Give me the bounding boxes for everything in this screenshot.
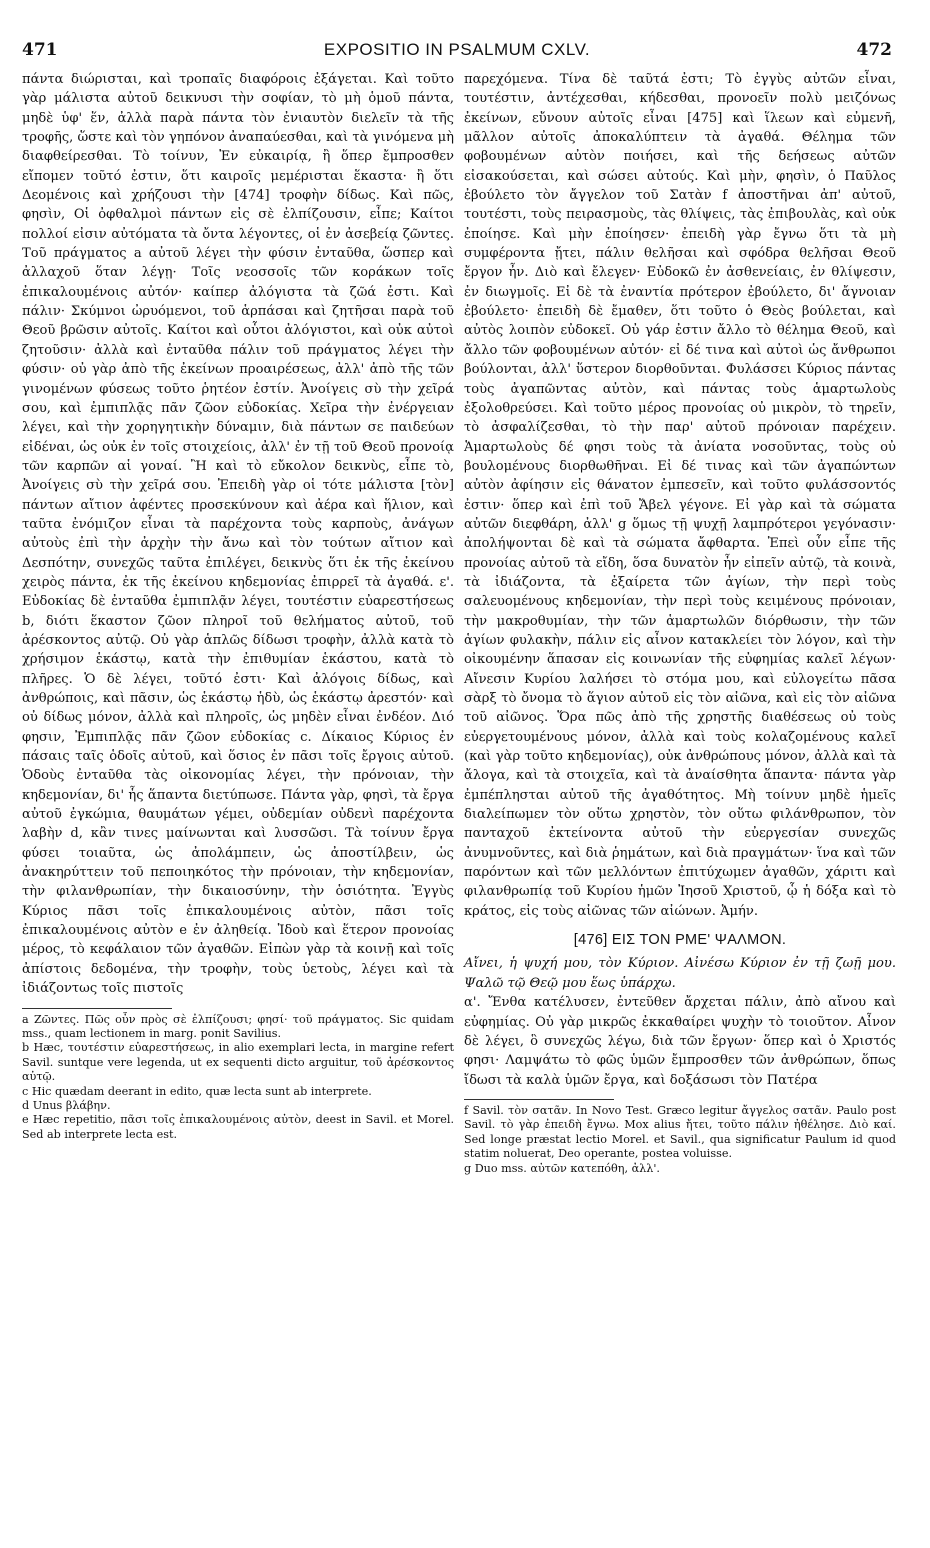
left-column <box>22 70 454 1142</box>
footnote-b: b Hæc, τουτέστιν εὐαρεστήσεως, in alio exemplari lecta, in margine refert Savil. suntque vere legenda, ut ex sequenti dicto arguitur, τοῦ ἀρέσκοντος αὐτῷ. <box>22 1041 454 1084</box>
footnote-f: f Savil. τὸν σατᾶν. In Novo Test. Græco legitur ἄγγελος σατᾶν. Paulo post Savil. τὸ γὰρ ἐπειδὴ ἔγνω. Mox alius ἤτει, τοῦτο πάλιν ἠθέλησε. Διὸ καί. Sed longe præstat lectio Morel. et Savil., qua significatur Paulum id quod statim noluerat, Deo operante, postea voluisse. <box>464 1103 896 1161</box>
section-heading: [476] ΕΙΣ ΤΟΝ ΡΜΕ' ΨΑΛΜΟΝ. <box>573 932 787 949</box>
left-column-text: πάντα διώρισται, καὶ τροπαῖς διαφόροις ἐξάγεται. Καὶ τοῦτο γὰρ μάλιστα αὐτοῦ δεικνυσι τὴν σοφίαν, τὸ μὴ ὁμοῦ πάντα, μηδὲ ὑφ' ἕν, ἀλλὰ παρὰ πάντα τὸν ἐνιαυτὸν διελεῖν τὰ τῆς τροφῆς, ὥστε καὶ τὸν γηπόνον ἀναπαύεσθαι, καὶ τὰ γινόμενα μὴ διαφθείρεσθαι. Τὸ τοίνυν, Ἐν εὐκαιρίᾳ, ἢ ὅπερ ἔμπροσθεν εἴπομεν τοῦτό ἐστιν, ὅτι καιροῖς μεμέρισται ἕκαστα· ἢ ὅτι Δεομένοις καὶ χρήζουσι τὴν [474] τροφὴν δίδως. Καὶ πῶς, φησὶν, Οἱ ὀφθαλμοὶ πάντων εἰς σὲ ἐλπίζουσιν, εἶπε; Καίτοι πολλοί εἰσιν αὐτόματα τὰ ὄντα λέγοντες, οἱ ἐν ἀσεβείᾳ ζῶντες. Τοῦ πράγματος a αὐτοῦ λέγει τὴν φύσιν ἐνταῦθα, ὥσπερ καὶ ἀλλαχοῦ ὅταν λέγῃ· Τοῖς νεοσσοῖς τῶν κοράκων τοῖς ἐπικαλουμένοις αὐτόν· καίπερ ἀλόγιστα τὰ ζῶά ἐστι. Καὶ πάλιν· Σκύμνοι ὠρυόμενοι, τοῦ ἁρπάσαι καὶ ζητῆσαι παρὰ τοῦ Θεοῦ βρῶσιν αὐτοῖς. Καίτοι καὶ οὗτοι ἀλόγιστοι, καὶ οὐκ αὐτοὶ ζητοῦσιν· ἀλλὰ καὶ ἐνταῦθα πάλιν τοῦ πράγματος λέγει τὴν φύσιν· οὐ γὰρ ἀπὸ τῆς ἐκείνων προαιρέσεως, ἀλλ' ἀπὸ τῆς τῶν γινομένων φύσεως τοῦτο ῥητέον ἐστίν. Ἀνοίγεις σὺ τὴν χεῖρά σου, καὶ ἐμπιπλᾷς πᾶν ζῶον εὐδοκίας. Χεῖρα τὴν ἐνέργειαν λέγει, καὶ τὴν χορηγητικὴν δύναμιν, διὰ πάντων σε παιδεύων εἰδέναι, ὡς οὐκ ἐν τοῖς στοιχείοις, ἀλλ' ἐν τῇ τοῦ Θεοῦ προνοίᾳ τῶν καρπῶν αἱ γοναί. Ἢ καὶ τὸ εὔκολον δεικνὺς, εἶπε τὸ, Ἀνοίγεις σὺ τὴν χεῖρά σου. Ἐπειδὴ γὰρ οἱ τότε μάλιστα [τὸν] πάντων αἴτιον ἀφέντες προσεκύνουν καὶ ἀέρα καὶ ἥλιον, καὶ ταῦτα ἐνόμιζον εἶναι τὰ παρέχοντα τοὺς καρποὺς, ἀνάγων αὐτοὺς ἐπὶ τὴν ἀρχὴν τὴν ἄνω καὶ τὸν τούτων αἴτιον καὶ Δεσπότην, συνεχῶς ταῦτα ἐπιλέγει, δεικνὺς ὅτι ἐκ τῆς ἐκείνου χειρὸς πάντα, ἐκ τῆς ἐκείνου κηδεμονίας ἐπιρρεῖ τὰ ἀγαθά. ε'. Εὐδοκίας δὲ ἐνταῦθα ἐμπιπλᾷν λέγει, τουτέστιν εὐαρεστήσεως b, διότι ἕκαστον ζῶον πληροῖ τοῦ θελήματος αὐτοῦ, τοῦ ἀρέσκοντος αὐτῷ. Οὐ γὰρ ἁπλῶς δίδωσι τροφὴν, ἀλλὰ κατὰ τὸ χρήσιμον ἑκάστῳ, κατὰ τὴν ἐπιθυμίαν ἑκάστου, κατὰ τὸ πλῆρες. Ὁ δὲ λέγει, τοῦτό ἐστι· Καὶ ἀλόγοις δίδως, καὶ ἀνθρώποις, καὶ πᾶσιν, ὡς ἑκάστῳ ἡδὺ, ὡς ἑκάστῳ ἀρεστόν· καὶ οὐ δίδως μόνον, ἀλλὰ καὶ πληροῖς, ὡς μηδὲν εἶναι ἐνδέον. Διό φησιν, Ἐμπιπλᾷς πᾶν ζῶον εὐδοκίας c. Δίκαιος Κύριος ἐν πάσαις ταῖς ὁδοῖς αὐτοῦ, καὶ ὅσιος ἐν πᾶσι τοῖς ἔργοις αὐτοῦ. Ὁδοὺς ἐνταῦθα τὰς οἰκονομίας λέγει, τὴν πρόνοιαν, τὴν κηδεμονίαν, δι' ἧς ἅπαντα διετύπωσε. Πάντα γὰρ, φησὶ, τὰ ἔργα αὐτοῦ ἐγκώμια, θαυμάτων γέμει, οὐδεμίαν οὐδενὶ παρέχοντα λαβὴν d, κἂν τινες μαίνωνται καὶ λυσσῶσι. Τὰ τοίνυν ἔργα φύσει τοιαῦτα, ὡς ἀπολάμπειν, ὡς ἀποστίλβειν, ὡς ἀνακηρύττειν τοῦ πεποιηκότος τὴν πρόνοιαν, τὴν κηδεμονίαν, τὴν φιλανθρωπίαν, τὴν δικαιοσύνην, τὴν ὁσιότητα. Ἐγγὺς Κύριος πᾶσι τοῖς ἐπικαλουμένοις αὐτὸν, πᾶσι τοῖς ἐπικαλουμένοις αὐτὸν e ἐν ἀληθείᾳ. Ἰδοὺ καὶ ἕτερον προνοίας μέρος, τὸ κεφάλαιον τῶν ἀγαθῶν. Εἰπὼν γὰρ τὰ κοινῇ καὶ τοῖς ἀπίστοις δεδομένα, τὴν τροφὴν, τοὺς ὑετοὺς, λέγει καὶ τὰ ἰδιάζοντως τοῖς πιστοῖς <box>22 72 454 997</box>
footnote-g: g Duo mss. αὐτῶν κατεπόθη, ἀλλ'. <box>464 1161 660 1175</box>
footnote-d: d Unus βλάβην. <box>22 1098 111 1112</box>
footnote-divider <box>22 1008 172 1009</box>
right-column <box>464 70 896 1176</box>
running-header <box>22 40 892 68</box>
running-title: EXPOSITIO IN PSALMUM CXLV. <box>323 40 591 59</box>
footnote-e: e Hæc repetitio, πᾶσι τοῖς ἐπικαλουμένοις αὐτὸν, deest in Savil. et Morel. Sed ab interprete lecta est. <box>22 1113 454 1141</box>
footnote-divider <box>464 1099 614 1100</box>
section-text: α'. Ἔνθα κατέλυσεν, ἐντεῦθεν ἄρχεται πάλιν, ἀπὸ αἴνου καὶ εὐφημίας. Οὐ γὰρ μικρῶς ἐκκαθαίρει ψυχὴν τὸ τοιοῦτον. Αἶνον δὲ λέγει, ὃ συνεχῶς λέγω, διὰ τῶν ἔργων· ὅπερ καὶ ὁ Χριστός φησι· Λαμψάτω τὸ φῶς ὑμῶν ἔμπροσθεν τῶν ἀνθρώπων, ὅπως ἴδωσι τὰ καλὰ ὑμῶν ἔργα, καὶ δοξάσωσι τὸν Πατέρα <box>464 995 896 1088</box>
right-column-text: παρεχόμενα. Τίνα δὲ ταῦτά ἐστι; Τὸ ἐγγὺς αὐτῶν εἶναι, τουτέστιν, ἀντέχεσθαι, κήδεσθαι, προνοεῖν πολὺ μειζόνως ἐκείνων, εὔνουν αὐτοῖς εἶναι [475] καὶ ἵλεων καὶ εὐμενῆ, μᾶλλον αὐτοῖς ἀποκαλύπτειν τὰ ἀγαθά. Θέλημα τῶν φοβουμένων αὐτὸν ποιήσει, καὶ τῆς δεήσεως αὐτῶν εἰσακούσεται, καὶ σώσει αὐτούς. Καὶ μὴν, φησὶν, ὁ Παῦλος ἐβούλετο τὸν ἄγγελον τοῦ Σατὰν f ἀποστῆναι ἀπ' αὐτοῦ, τουτέστι, τοὺς πειρασμοὺς, τὰς θλίψεις, τὰς ἐπιβουλὰς, καὶ οὐκ ἐποίησε. Καὶ μὴν ἐποίησεν· ἐπειδὴ γὰρ ἔγνω ὅτι τὰ μὴ συμφέροντα ᾔτει, πάλιν θελῆσαι καὶ σφόδρα θελῆσαι Θεοῦ ἔργον ἦν. Διὸ καὶ ἔλεγεν· Εὐδοκῶ ἐν ἀσθενείαις, ἐν θλίψεσιν, ἐν διωγμοῖς. Εἰ δὲ τὰ ἐναντία πρότερον ἐβούλετο, δι' ἄγνοιαν ἐβούλετο· ἐπειδὴ δὲ ἔμαθεν, ὅτι τοῦτο ὁ Θεὸς βούλεται, καὶ αὐτὸς λοιπὸν εὐδοκεῖ. Οὐ γάρ ἐστιν ἄλλο τὸ θέλημα Θεοῦ, καὶ ἄλλο τῶν φοβουμένων αὐτόν· εἰ δέ τινα καὶ αὐτοὶ ὡς ἄνθρωποι βούλονται, ἀλλ' ὕστερον διορθοῦνται. Φυλάσσει Κύριος πάντας τοὺς ἀγαπῶντας αὐτὸν, καὶ πάντας τοὺς ἁμαρτωλοὺς ἐξολοθρεύσει. Καὶ τοῦτο μέρος προνοίας οὐ μικρὸν, τὸ τηρεῖν, τὸ ἀσφαλίζεσθαι, τὸ τὴν παρ' αὐτοῦ πρόνοιαν παρέχειν. Ἁμαρτωλοὺς δέ φησι τοὺς τὰ ἀνίατα νοσοῦντας, τοὺς οὐ βουλομένους διορθωθῆναι. Εἰ δέ τινας καὶ τῶν ἀγαπώντων αὐτὸν ἀφίησιν εἰς θάνατον ἐμπεσεῖν, καὶ τοῦτο φυλάσσοντός ἐστιν· ὅπερ καὶ ἐπὶ τοῦ Ἄβελ γέγονε. Εἰ γὰρ καὶ τὰ σώματα αὐτῶν διεφθάρη, ἀλλ' g ὅμως τῇ ψυχῇ λαμπρότεροι γεγόνασιν· ἀπολήψονται δὲ καὶ τὰ σώματα ἄφθαρτα. Ἐπεὶ οὖν εἶπε τῆς προνοίας αὐτοῦ τὰ εἴδη, ὅσα δυνατὸν ἦν εἰπεῖν αὐτῷ, τὰ κοινὰ, τὰ ἰδιάζοντα, τὰ ἐξαίρετα τῶν ἁγίων, τὴν περὶ τοὺς σαλευομένους κηδεμονίαν, τὴν περὶ τοὺς κειμένους πρόνοιαν, τὴν μακροθυμίαν, τὴν τῶν ἁμαρτωλῶν διόρθωσιν, τὴν τῶν ἁγίων φυλακὴν, πάλιν εἰς αἶνον κατακλείει τὸν λόγον, καὶ τὴν οἰκουμένην ἅπασαν εἰς κοινωνίαν τῆς εὐφημίας καλεῖ λέγων· Αἴνεσιν Κυρίου λαλήσει τὸ στόμα μου, καὶ εὐλογείτω πᾶσα σὰρξ τὸ ὄνομα τὸ ἅγιον αὐτοῦ εἰς τὸν αἰῶνα, καὶ εἰς τὸν αἰῶνα τοῦ αἰῶνος. Ὅρα πῶς ἀπὸ τῆς χρηστῆς διαθέσεως οὐ τοὺς εὐεργετουμένους μόνον, ἀλλὰ καὶ τοὺς κολαζομένους καλεῖ (καὶ γὰρ τοῦτο κηδεμονίας), οὐκ ἀνθρώπους μόνον, ἀλλὰ καὶ τὰ ἄλογα, καὶ τὰ στοιχεῖα, καὶ τὰ ἀναίσθητα ἅπαντα· πάντα γὰρ ἐμπέπλησται αὐτοῦ τῆς ἀγαθότητος. Μὴ τοίνυν μηδὲ ἡμεῖς διαλείπωμεν τὸν οὕτω χρηστὸν, τὸν οὕτω φιλάνθρωπον, τὸν πανταχοῦ ἐκτείνοντα αὐτοῦ τὴν εὐεργεσίαν συνεχῶς ἀνυμνοῦντες, καὶ διὰ ῥημάτων, καὶ διὰ πραγμάτων· ἵνα καὶ τῶν παρόντων καὶ τῶν μελλόντων ἐπιτύχωμεν ἀγαθῶν, χάριτι καὶ φιλανθρωπίᾳ τοῦ Κυρίου ἡμῶν Ἰησοῦ Χριστοῦ, ᾧ ἡ δόξα καὶ τὸ κράτος, εἰς τοὺς αἰῶνας τῶν αἰώνων. Ἀμήν. <box>464 72 896 919</box>
page-number-left: 471 <box>22 40 58 60</box>
footnote-c: c Hic quædam deerant in edito, quæ lecta sunt ab interprete. <box>22 1084 372 1098</box>
page-number-right: 472 <box>856 40 892 60</box>
psalm-verse: Αἴνει, ἡ ψυχή μου, τὸν Κύριον. Αἰνέσω Κύριον ἐν τῇ ζωῇ μου. Ψαλῶ τῷ Θεῷ μου ἕως ὑπάρχω. <box>464 956 896 991</box>
footnote-a: a Ζῶντες. Πῶς οὖν πρὸς σὲ ἐλπίζουσι; φησί· τοῦ πράγματος. Sic quidam mss., quam lectionem in marg. ponit Savilius. <box>22 1012 454 1040</box>
